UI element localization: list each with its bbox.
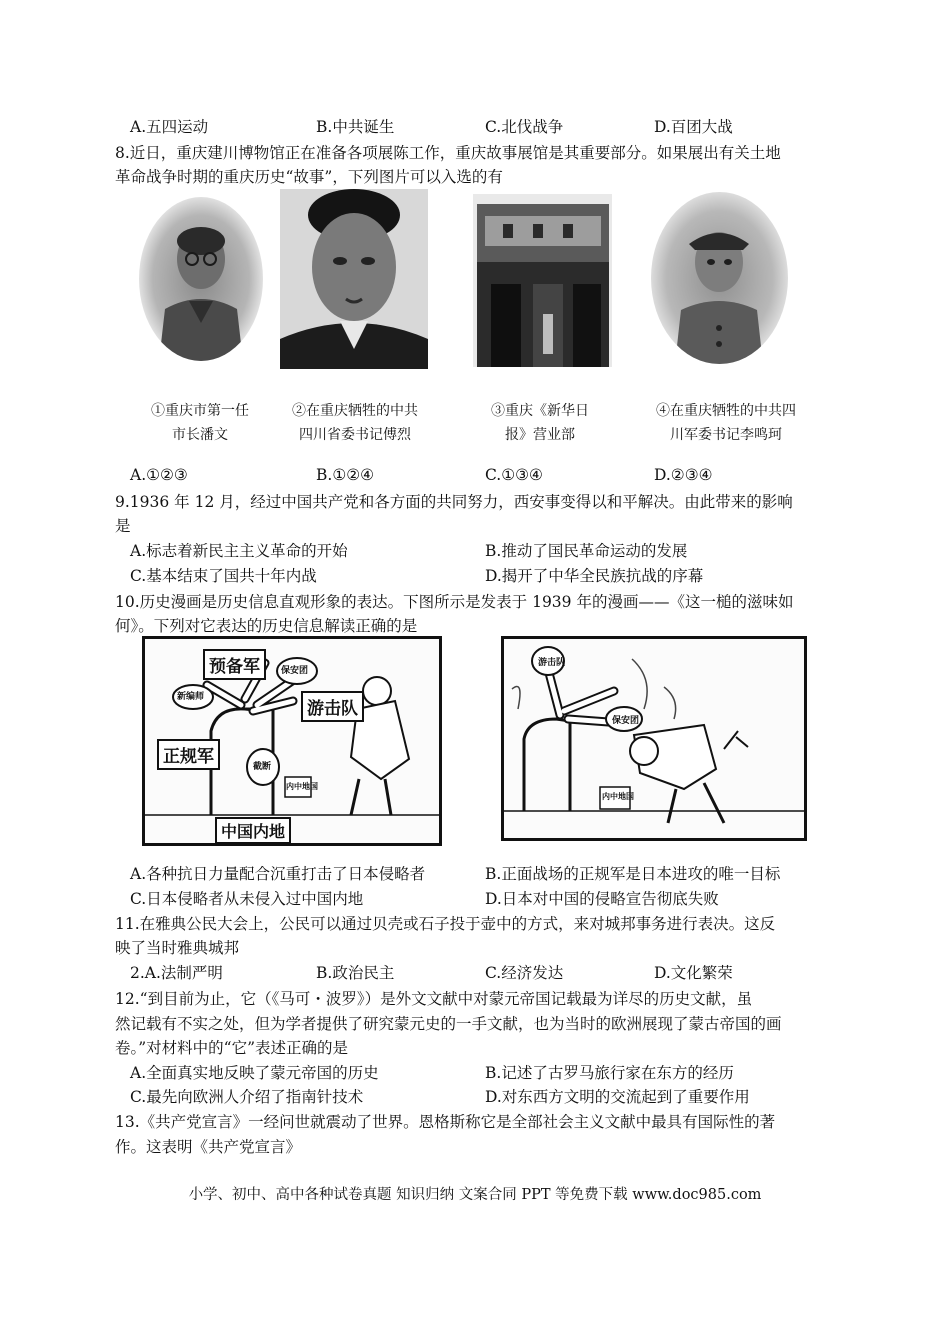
label-guerrilla-right: 游击队: [538, 658, 566, 668]
q11-stem-line2: 映了当时雅典城邦: [115, 939, 240, 957]
label-china-interior: 中国内地: [215, 817, 291, 844]
photo-caption-3-line2: 报》营业部: [505, 427, 575, 443]
q11-option-c: C.经济发达: [485, 964, 564, 982]
q8-stem-line1: 8.近日，重庆建川博物馆正在准备各项展陈工作，重庆故事展馆是其重要部分。如果展出有关土地: [115, 144, 781, 162]
label-security-regiment-right: 保安团: [612, 716, 640, 726]
photo-caption-2-line2: 四川省委书记傅烈: [299, 427, 411, 443]
q8-option-b: B.①②④: [316, 466, 375, 484]
label-regular-army: 正规军: [157, 739, 220, 770]
photo-caption-2: [275, 399, 435, 447]
q12-stem-line2: 然记载有不实之处，但为学者提供了研究蒙元史的一手文献，也为当时的欧洲展现了蒙古帝国的画: [115, 1015, 782, 1033]
q7-option-a: A.五四运动: [130, 118, 209, 136]
portrait-soldier-cap-icon: [651, 192, 788, 364]
label-guerrilla-left: 游击队: [301, 691, 364, 722]
label-interior-sign-right: 内中地国: [602, 791, 634, 801]
q9-option-c: C.基本结束了国共十年内战: [130, 567, 317, 585]
q7-option-c: C.北伐战争: [485, 118, 564, 136]
q11-option-d: D.文化繁荣: [654, 964, 733, 982]
q9-option-a: A.标志着新民主主义革命的开始: [130, 542, 348, 560]
label-new-division: 新编师: [177, 692, 205, 702]
q9-stem-line1: 9.1936 年 12 月，经过中国共产党和各方面的共同努力，西安事变得以和平解决。由此带来的影响: [115, 493, 793, 511]
q8-option-c: C.①③④: [485, 466, 543, 484]
label-cut-off: 截断: [253, 762, 272, 772]
q7-option-b: B.中共诞生: [316, 118, 395, 136]
photo-caption-4: [636, 399, 816, 447]
q8-option-a: A.①②③: [130, 466, 188, 484]
photo-caption-1: [120, 399, 280, 447]
q7-option-d: D.百团大战: [654, 118, 733, 136]
q10-option-a: A.各种抗日力量配合沉重打击了日本侵略者: [130, 865, 426, 883]
portrait-young-man-icon: [280, 189, 428, 369]
q11-stem-line1: 11.在雅典公民大会上，公民可以通过贝壳或石子投于壶中的方式，来对城邦事务进行表决。这反: [115, 915, 776, 933]
q10-stem-line2: 何》。下列对它表达的历史信息解读正确的是: [115, 617, 418, 635]
q9-option-b: B.推动了国民革命运动的发展: [485, 542, 688, 560]
cartoon-panel-left: [142, 636, 442, 846]
cartoon-panel-right: [501, 636, 807, 841]
storefront-building-icon: [473, 194, 612, 367]
photo-caption-1-line2: 市长潘文: [172, 427, 228, 443]
q10-option-c: C.日本侵略者从未侵入过中国内地: [130, 890, 364, 908]
label-interior-sign-left: 内中地国: [286, 781, 318, 791]
label-reserve-army: 预备军: [203, 649, 266, 680]
q13-stem-line2: 作。这表明《共产党宣言》: [115, 1138, 302, 1156]
q10-option-d: D.日本对中国的侵略宣告彻底失败: [485, 890, 719, 908]
page-footer: 小学、初中、高中各种试卷真题 知识归纳 文案合同 PPT 等免费下载 www.doc985.com: [188, 1187, 762, 1203]
q13-stem-line1: 13.《共产党宣言》一经问世就震动了世界。恩格斯称它是全部社会主义文献中最具有国际性的著: [115, 1113, 776, 1131]
q12-stem-line3: 卷。”对材料中的“它”表述正确的是: [115, 1039, 349, 1057]
photo-caption-1-line1: ①重庆市第一任: [151, 403, 249, 419]
q9-stem-line2: 是: [115, 517, 131, 535]
portrait-officer-glasses-icon: [139, 197, 263, 361]
q11-option-a: 2.A.法制严明: [130, 964, 223, 982]
q12-stem-line1: 12.“到目前为止，它（《马可・波罗》）是外文文献中对蒙元帝国记载最为详尽的历史文献，虽: [115, 990, 753, 1008]
q12-option-c: C.最先向欧洲人介绍了指南针技术: [130, 1088, 364, 1106]
photo-caption-3: [460, 399, 620, 447]
photo-caption-3-line1: ③重庆《新华日: [491, 403, 589, 419]
q10-option-b: B.正面战场的正规军是日本进攻的唯一目标: [485, 865, 781, 883]
q12-option-b: B.记述了古罗马旅行家在东方的经历: [485, 1064, 734, 1082]
q8-option-d: D.②③④: [654, 466, 713, 484]
q12-option-d: D.对东西方文明的交流起到了重要作用: [485, 1088, 750, 1106]
photo-caption-4-line2: 川军委书记李鸣珂: [670, 427, 782, 443]
photo-caption-4-line1: ④在重庆牺牲的中共四: [656, 403, 796, 419]
photo-caption-2-line1: ②在重庆牺牲的中共: [292, 403, 418, 419]
q11-option-b: B.政治民主: [316, 964, 395, 982]
q10-stem-line1: 10.历史漫画是历史信息直观形象的表达。下图所示是发表于 1939 年的漫画——《这一槌的滋味如: [115, 593, 794, 611]
q8-stem-line2: 革命战争时期的重庆历史“故事”，下列图片可以入选的有: [115, 168, 503, 186]
label-security-regiment: 保安团: [281, 666, 309, 676]
q12-option-a: A.全面真实地反映了蒙元帝国的历史: [130, 1064, 379, 1082]
q9-option-d: D.揭开了中华全民族抗战的序幕: [485, 567, 704, 585]
